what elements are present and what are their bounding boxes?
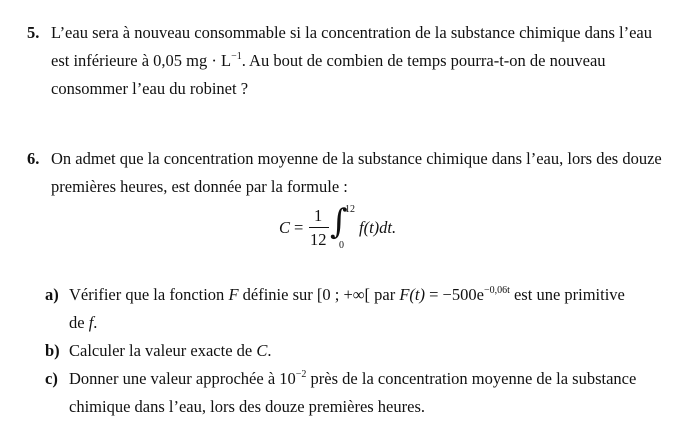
formula-numerator: 1 [314, 206, 323, 225]
q5-line2-text: est inférieure à 0,05 mg · L [51, 51, 232, 70]
q5-exponent: −1 [231, 51, 242, 62]
part-a-f: f [88, 313, 94, 332]
part-c-line-1 [69, 369, 636, 389]
integral-sign: ∫ [330, 202, 348, 242]
part-c-line-2: chimique dans l’eau, lors des douze premières heures. [69, 397, 425, 416]
part-a-Ft: F(t) [399, 285, 425, 304]
part-a-text-1: Vérifier que la fonction [69, 285, 229, 304]
part-b-text-1: Calculer la valeur exacte de [69, 341, 257, 360]
question-6-line-1: On admet que la concentration moyenne de la substance chimique dans l’eau, lors des douze [51, 149, 662, 168]
part-a-text-2: définie sur [0 ; +∞[ par [238, 285, 400, 304]
q5-line2-rest: . Au bout de combien de temps pourra-t-on de nouveau [241, 51, 606, 70]
integral-upper-bound: 12 [345, 204, 355, 215]
part-c-text-2: près de la concentration moyenne de la substance [306, 369, 637, 388]
part-b-C: C [256, 341, 268, 360]
question-6-line-2: premières heures, est donnée par la formule : [51, 177, 348, 196]
formula-denominator: 12 [310, 230, 327, 249]
part-a-label: a) [45, 285, 59, 304]
question-5-number: 5. [27, 23, 40, 42]
fraction-bar [309, 227, 329, 228]
part-a-line-2 [69, 313, 97, 333]
integral-formula [279, 204, 439, 252]
part-a-line2-text: de [69, 313, 89, 332]
part-a-text-3: = −500e [425, 285, 484, 304]
part-c-label: c) [45, 369, 58, 388]
part-b-label: b) [45, 341, 60, 360]
part-c-text-1: Donner une valeur approchée à 10 [69, 369, 296, 388]
question-5-line-2 [51, 51, 606, 71]
part-a-text-4: est une primitive [509, 285, 625, 304]
formula-equals: = [294, 218, 304, 237]
part-a-F: F [228, 285, 239, 304]
part-a-line2-end: . [93, 313, 98, 332]
part-b-line [69, 341, 272, 361]
question-5-line-1: L’eau sera à nouveau consommable si la concentration de la substance chimique dans l’eau [51, 23, 652, 42]
question-6-number: 6. [27, 149, 40, 168]
question-5-line-3: consommer l’eau du robinet ? [51, 79, 249, 98]
part-b-text-2: . [267, 341, 272, 360]
part-c-exponent: −2 [295, 369, 307, 380]
part-a-line-1 [69, 285, 625, 305]
integral-lower-bound: 0 [339, 240, 344, 251]
formula-integrand: f(t)dt. [359, 218, 397, 237]
formula-lhs: C [279, 218, 291, 237]
part-a-exponent: −0,06t [483, 285, 510, 296]
